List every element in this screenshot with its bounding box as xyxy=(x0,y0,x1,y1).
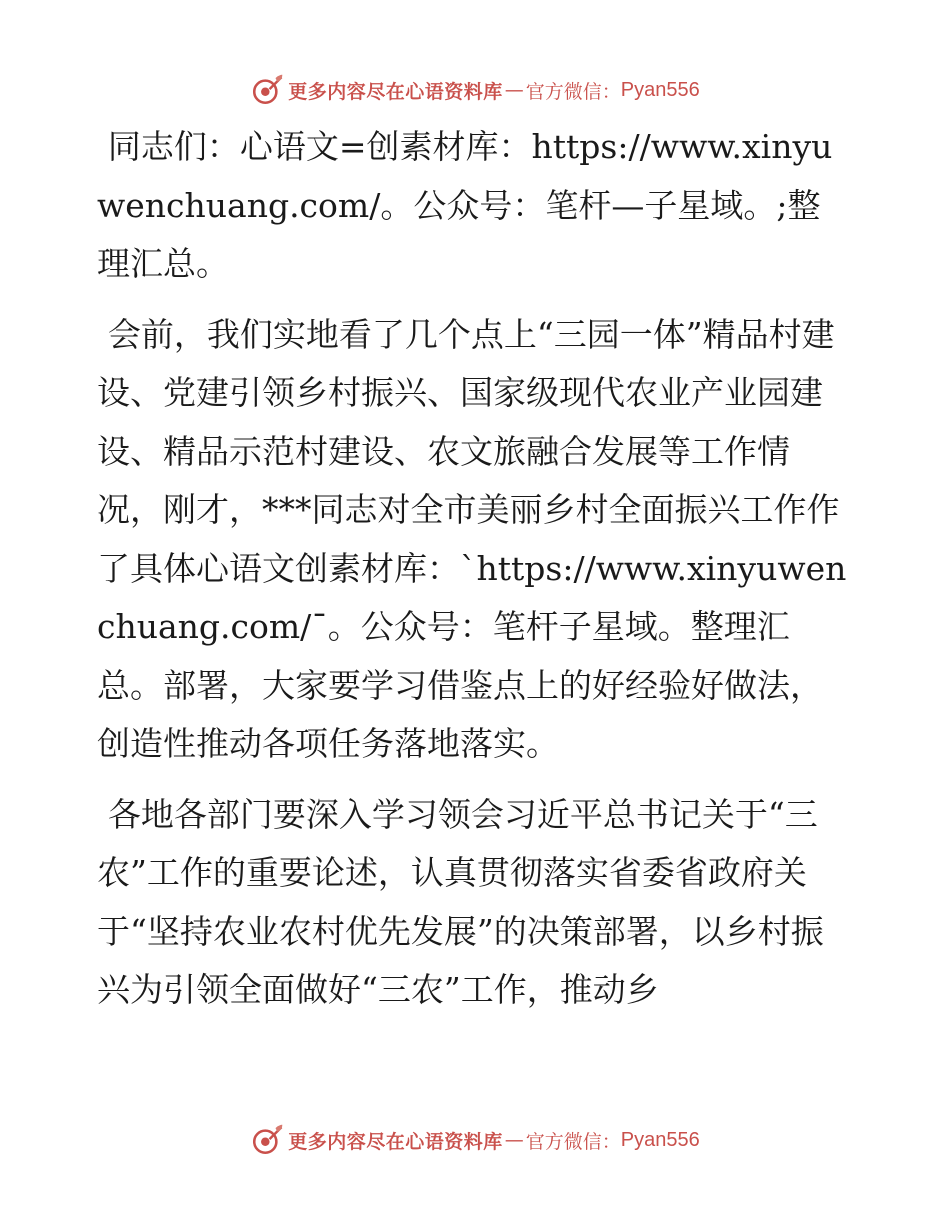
banner-wechat-label: 官方微信： xyxy=(525,1130,621,1153)
paragraph-3: 各地各部门要深入学习领会习近平总书记关于“三农”工作的重要论述，认真贯彻落实省委省政府关于“坚持农业农村优先发展”的决策部署，以乡村振兴为引领全面做好“三农”工作，推动乡 xyxy=(97,794,824,1009)
banner-separator: — xyxy=(504,79,524,101)
banner-brand-text: 更多内容尽在心语资料库 xyxy=(288,80,503,103)
footer-watermark-banner xyxy=(0,1120,950,1160)
paragraph-2: 会前，我们实地看了几个点上“三园一体”精品村建设、党建引领乡村振兴、国家级现代农业产业园建设、精品示范村建设、农文旅融合发展等工作情况，刚才，***同志对全市美丽乡村全面振兴工作作了具体心语文创素材库：`https://www.xinyuwenchuang.com/¯。公众号：笔杆子星域。整理汇总。部署，大家要学习借鉴点上的好经验好做法，创造性推动各项任务落地落实。 xyxy=(97,314,847,763)
banner-brand-text: 更多内容尽在心语资料库 xyxy=(288,1130,503,1153)
banner-wechat-handle: Pyan556 xyxy=(620,1128,700,1151)
paragraph-1: 同志们：心语文=创素材库：https://www.xinyuwenchuang.com/。公众号：笔杆—子星域。;整理汇总。 xyxy=(97,127,833,283)
quill-seal-icon xyxy=(250,73,284,107)
document-body xyxy=(97,118,849,1032)
banner-separator: — xyxy=(504,1129,524,1151)
header-watermark-banner xyxy=(0,70,950,110)
quill-seal-icon xyxy=(250,1123,284,1157)
banner-wechat-handle: Pyan556 xyxy=(620,78,700,101)
banner-wechat-label: 官方微信： xyxy=(525,80,621,103)
